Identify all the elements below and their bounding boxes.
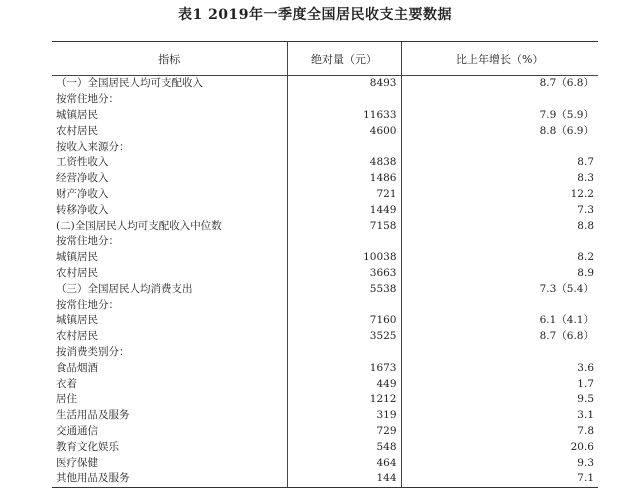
table-row	[52, 171, 598, 187]
table-row	[52, 139, 598, 155]
row-yoy-growth: 7.8	[401, 424, 598, 440]
row-yoy-growth: 9.3	[401, 455, 598, 471]
table-row	[52, 297, 598, 313]
row-absolute-amount: 4600	[287, 123, 401, 139]
table-row	[52, 471, 598, 487]
row-yoy-growth: 7.1	[401, 471, 598, 487]
row-absolute-amount	[287, 297, 401, 313]
table-title: 表1 2019年一季度全国居民收支主要数据	[177, 7, 453, 23]
table-body	[52, 76, 598, 488]
row-absolute-amount: 1212	[287, 392, 401, 408]
row-indicator-label: 农村居民	[56, 124, 98, 137]
table-row	[52, 123, 598, 139]
table-row	[52, 202, 598, 218]
row-yoy-growth: 3.6	[401, 360, 598, 376]
table-row	[52, 108, 598, 124]
table-row	[52, 92, 598, 108]
row-indicator-label: 转移净收入	[56, 203, 109, 216]
row-absolute-amount: 4838	[287, 155, 401, 171]
row-absolute-amount: 10038	[287, 250, 401, 266]
table-row	[52, 234, 598, 250]
row-indicator-label: 医疗保健	[56, 456, 98, 469]
row-indicator-label: （三）全国居民人均消费支出	[56, 282, 193, 295]
row-absolute-amount: 548	[287, 439, 401, 455]
row-absolute-amount: 729	[287, 424, 401, 440]
row-indicator-label: 按收入来源分：	[56, 140, 130, 153]
row-yoy-growth: 1.7	[401, 376, 598, 392]
row-absolute-amount: 3525	[287, 329, 401, 345]
row-indicator-label: 按常住地分：	[56, 298, 119, 311]
row-yoy-growth: 8.7（6.8）	[401, 76, 598, 92]
table-header-row	[52, 42, 598, 76]
row-indicator-label: 衣着	[56, 377, 77, 390]
row-yoy-growth: 8.7	[401, 155, 598, 171]
table-row	[52, 218, 598, 234]
table-row	[52, 360, 598, 376]
table-row	[52, 329, 598, 345]
row-indicator-label: （一）全国居民人均可支配收入	[56, 77, 203, 90]
row-indicator-label: 教育文化娱乐	[56, 440, 119, 453]
table-row	[52, 313, 598, 329]
table-row	[52, 439, 598, 455]
row-absolute-amount: 1449	[287, 202, 401, 218]
table-row	[52, 408, 598, 424]
row-indicator-label: 交通通信	[56, 424, 98, 437]
row-indicator-label: 按常住地分：	[56, 235, 119, 248]
row-indicator-label: 其他用品及服务	[52, 471, 287, 487]
row-absolute-amount: 5538	[287, 281, 401, 297]
row-yoy-growth: 8.3	[401, 171, 598, 187]
row-yoy-growth	[401, 345, 598, 361]
row-absolute-amount: 721	[287, 187, 401, 203]
row-indicator-label: 农村居民	[56, 266, 98, 279]
header-indicator: 指标	[52, 42, 287, 76]
table-row	[52, 345, 598, 361]
header-absolute-amount: 绝对量（元）	[287, 42, 401, 76]
row-indicator-label: 工资性收入	[56, 156, 109, 169]
row-absolute-amount: 8493	[287, 76, 401, 92]
row-yoy-growth: 8.2	[401, 250, 598, 266]
row-yoy-growth: 8.9	[401, 266, 598, 282]
row-absolute-amount: 1673	[287, 360, 401, 376]
row-indicator-label: 食品烟酒	[56, 361, 98, 374]
row-absolute-amount: 3663	[287, 266, 401, 282]
row-yoy-growth: 8.8（6.9）	[401, 123, 598, 139]
row-yoy-growth: 8.7（6.8）	[401, 329, 598, 345]
row-absolute-amount: 319	[287, 408, 401, 424]
header-yoy-growth: 比上年增长（%）	[401, 42, 598, 76]
row-absolute-amount: 144	[287, 471, 401, 487]
row-yoy-growth	[401, 92, 598, 108]
row-absolute-amount: 7158	[287, 218, 401, 234]
table-row	[52, 155, 598, 171]
row-indicator-label: 城镇居民	[56, 108, 98, 121]
row-yoy-growth: 9.5	[401, 392, 598, 408]
row-yoy-growth: 20.6	[401, 439, 598, 455]
row-absolute-amount: 11633	[287, 108, 401, 124]
row-yoy-growth	[401, 139, 598, 155]
row-indicator-label: (二)全国居民人均可支配收入中位数	[56, 219, 222, 232]
row-yoy-growth: 7.3	[401, 202, 598, 218]
row-indicator-label: 按消费类别分：	[56, 345, 130, 358]
row-yoy-growth: 3.1	[401, 408, 598, 424]
table-row	[52, 455, 598, 471]
row-absolute-amount: 464	[287, 455, 401, 471]
table-row	[52, 266, 598, 282]
row-yoy-growth	[401, 297, 598, 313]
row-absolute-amount: 1486	[287, 171, 401, 187]
row-indicator-label: 生活用品及服务	[56, 409, 130, 422]
row-indicator-label: 居住	[56, 393, 77, 406]
row-absolute-amount	[287, 234, 401, 250]
row-yoy-growth: 12.2	[401, 187, 598, 203]
row-absolute-amount: 449	[287, 376, 401, 392]
row-yoy-growth	[401, 234, 598, 250]
table-row	[52, 250, 598, 266]
row-absolute-amount: 7160	[287, 313, 401, 329]
row-yoy-growth: 7.9（5.9）	[401, 108, 598, 124]
table-row	[52, 392, 598, 408]
row-indicator-label: 按常住地分：	[56, 93, 119, 106]
table-row	[52, 376, 598, 392]
table-row	[52, 76, 598, 92]
row-indicator-label: 经营净收入	[56, 172, 109, 185]
row-yoy-growth: 8.8	[401, 218, 598, 234]
row-indicator-label: 农村居民	[56, 330, 98, 343]
table-row	[52, 424, 598, 440]
table-row	[52, 187, 598, 203]
row-absolute-amount	[287, 139, 401, 155]
row-yoy-growth: 7.3（5.4）	[401, 281, 598, 297]
row-absolute-amount	[287, 345, 401, 361]
row-absolute-amount	[287, 92, 401, 108]
table-row	[52, 281, 598, 297]
income-expenditure-table	[52, 41, 598, 488]
row-yoy-growth: 6.1（4.1）	[401, 313, 598, 329]
row-indicator-label: 城镇居民	[56, 314, 98, 327]
row-indicator-label: 城镇居民	[56, 251, 98, 264]
row-indicator-label: 财产净收入	[56, 187, 109, 200]
